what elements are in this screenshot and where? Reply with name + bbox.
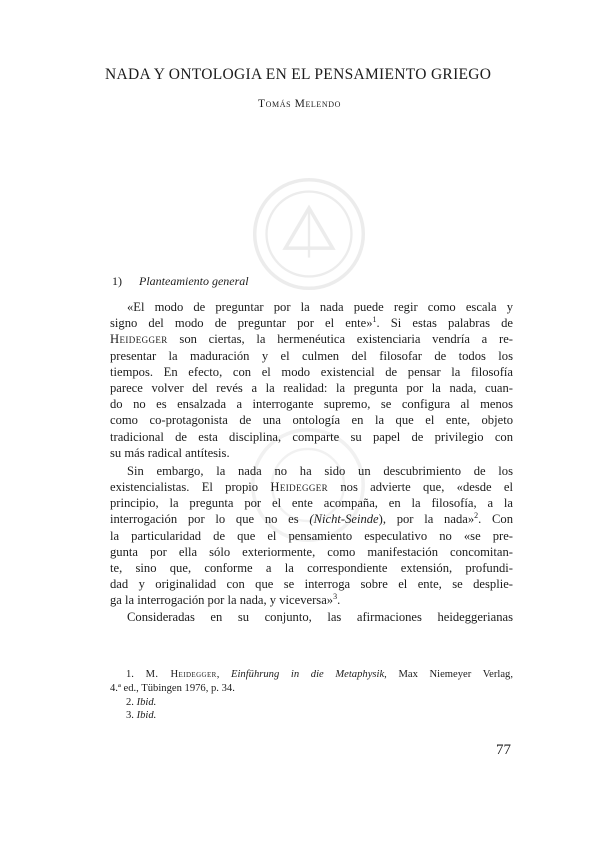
footnote-ref: 1 [372,315,377,324]
footnote-1: 1. M. Heidegger, Einführung in die Metaphysik, Max Niemeyer Verlag, [126,669,513,680]
footnote-1-continuation: 4.ª ed., Tübingen 1976, p. 34. [110,682,235,694]
body-line: su más radical antítesis. [110,445,230,460]
body-line: tradicional de esta disciplina, comparte su papel de privilegio con [110,429,513,444]
footnote-3: 3. Ibid. [126,710,157,722]
body-line: principio, la pregunta por el ente acompaña, en la filosofía, a la [110,496,513,511]
body-line: como co-protagonista de una ontología en la que el ente, objeto [110,413,513,428]
body-line: tiempos. En efecto, con el modo existencial de pensar la filosofía [110,364,513,379]
body-text [110,299,513,625]
author-name-smallcaps: Heidegger [110,332,168,347]
footnote-2: 2. Ibid. [126,696,157,708]
body-line: parece volver del revés a la realidad: la pregunta por la nada, cuan- [110,380,513,395]
body-line: Heidegger son ciertas, la hermenéutica existenciaria vendría a re- [110,332,513,347]
body-line: «El modo de preguntar por la nada puede regir como escala y [127,300,513,314]
body-line: gunta por ella sólo exteriormente, como manifestación concomitan- [110,544,513,559]
body-line: presentar la maduración y el culmen del filosofar de todos los [110,348,513,363]
body-line: existencialistas. El propio Heidegger nos advierte que, «desde el [110,480,514,495]
body-line: dad y originalidad con que se interroga sobre el ente, se desplie- [110,577,513,592]
german-term: (Nicht-Seinde [309,512,379,527]
body-line: te, sino que, conforme a la correspondiente extensión, profundi- [110,561,513,575]
article-title: NADA Y ONTOLOGIA EN EL PENSAMIENTO GRIEGO [105,66,492,83]
body-line: la particularidad de que el pensamiento especulativo no «se pre- [110,528,513,543]
page-number: 77 [496,742,511,758]
section-heading [112,274,249,289]
article-author: Tomás Melendo [258,98,342,110]
footnotes [110,668,513,723]
body-line: Consideradas en su conjunto, las afirmaciones heideggerianas [127,609,513,624]
author-name-smallcaps: Heidegger [270,480,329,495]
body-line: signo del modo de preguntar por el ente»$^1$. Si estas palabras de [110,315,513,331]
footnote-ref: 2 [474,511,479,521]
body-line: Sin embargo, la nada no ha sido un descubrimiento de los [127,463,513,478]
body-line: interrogación por lo que no es (Nicht-Seinde), por la nada»$^2$. Con [110,511,513,527]
body-line: do no es ensalzada a interrogante supremo, se configura al menos [110,397,513,412]
body-line: ga la interrogación por la nada, y viceversa»$^3$. [110,592,341,608]
section-number: 1) [112,274,122,288]
university-seal-watermark [250,175,368,293]
footnote-ref: 3 [333,592,338,602]
section-label: Planteamiento general [139,274,249,288]
